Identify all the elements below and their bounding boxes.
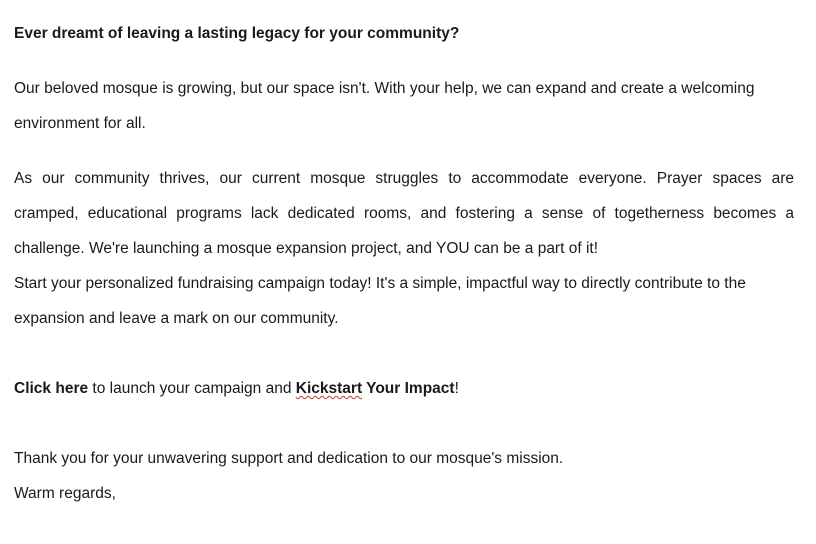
intro-line-1: Our beloved mosque is growing, but our space isn't. With your help, we can expand and create a welcoming [14, 80, 755, 97]
headline: Ever dreamt of leaving a lasting legacy for your community? [14, 25, 460, 42]
body-line-1: As our community thrives, our current mosque struggles to accommodate everyone. Prayer spaces are [14, 170, 794, 187]
body-line-4: Start your personalized fundraising campaign today! It's a simple, impactful way to directly contribute to the [14, 275, 746, 292]
body-line-2: cramped, educational programs lack dedicated rooms, and fostering a sense of togetherness becomes a [14, 205, 794, 222]
intro-line-2: environment for all. [14, 115, 146, 132]
thanks-line: Thank you for your unwavering support and dedication to our mosque's mission. [14, 450, 564, 467]
body-line-5: expansion and leave a mark on our community. [14, 310, 339, 327]
body-line-3: challenge. We're launching a mosque expansion project, and YOU can be a part of it! [14, 240, 598, 257]
cta-middle-text: to launch your campaign and [88, 380, 296, 397]
signoff-line: Warm regards, [14, 485, 116, 502]
your-impact-text: Your Impact [362, 380, 455, 397]
click-here-link[interactable]: Click here [14, 380, 89, 397]
cta-end-punct: ! [454, 380, 459, 397]
cta-line [14, 379, 459, 399]
kickstart-word: Kickstart [295, 380, 363, 397]
